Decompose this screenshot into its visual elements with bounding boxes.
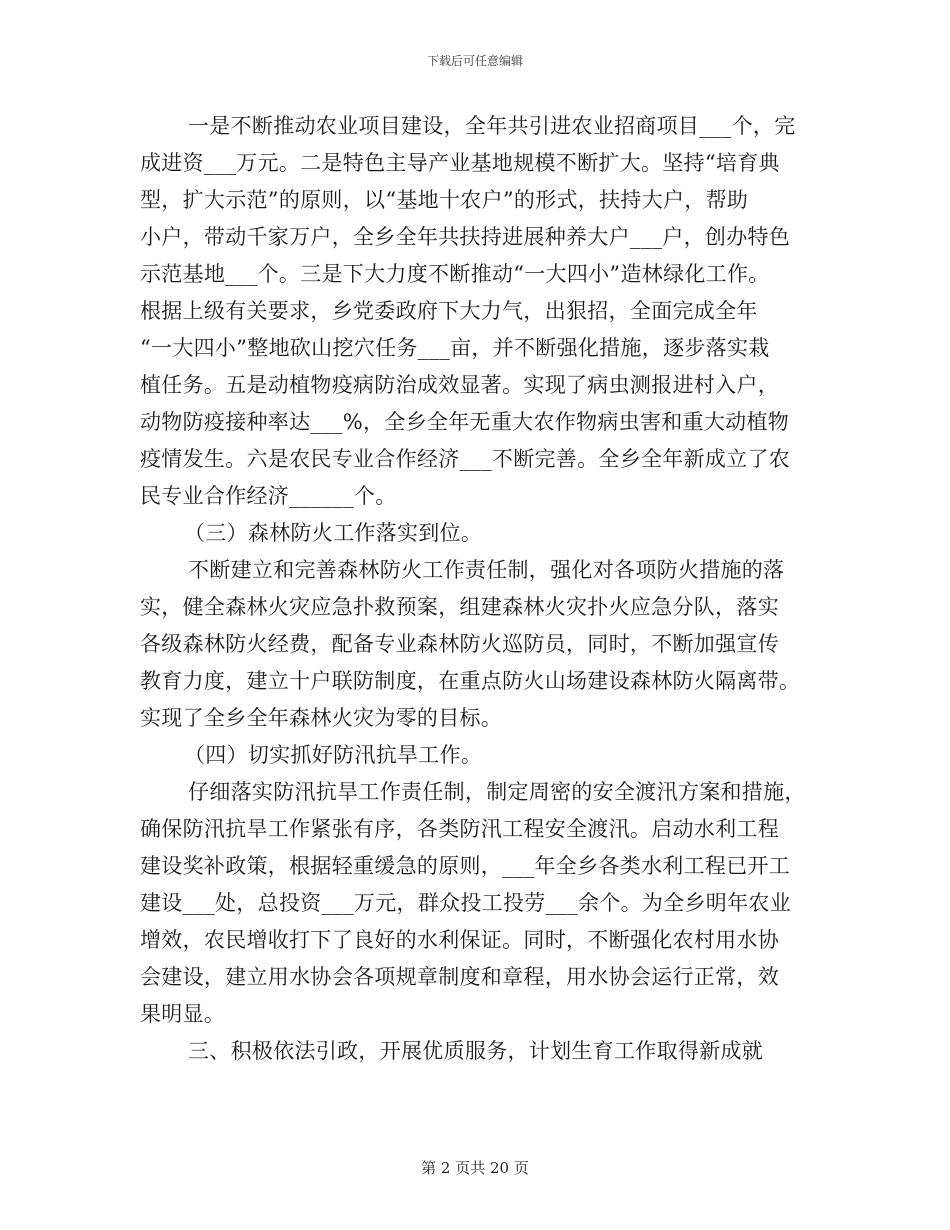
document-body xyxy=(140,108,812,1070)
paragraph-line: 疫情发生。六是农民专业合作经济___不断完善。全乡全年新成立了农 xyxy=(140,447,791,471)
page-number: 第 2 页共 20 页 xyxy=(421,1159,529,1177)
page-header: 下载后可任意编辑 xyxy=(426,54,523,68)
paragraph-line: “一大四小”整地砍山挖穴任务___亩，并不断强化措施，逐步落实栽 xyxy=(140,336,770,360)
paragraph-line: 实现了全乡全年森林火灾为零的目标。 xyxy=(140,706,503,730)
paragraph-line: 示范基地___个。三是下大力度不断推动“一大四小”造林绿化工作。 xyxy=(140,262,770,286)
paragraph-line: 动物防疫接种率达___%，全乡全年无重大农作物病虫害和重大动植物 xyxy=(140,410,790,434)
section-heading: （四）切实抓好防汛抗旱工作。 xyxy=(184,743,483,767)
paragraph-line: 教育力度，建立十户联防制度，在重点防火山场建设森林防火隔离带。 xyxy=(140,669,801,693)
paragraph-line: 会建设，建立用水协会各项规章制度和章程，用水协会运行正常，效 xyxy=(140,965,779,989)
section-heading: 三、积极依法引政，开展优质服务，计划生育工作取得新成就 xyxy=(188,1039,764,1063)
paragraph-line: 仔细落实防汛抗旱工作责任制，制定周密的安全渡汛方案和措施， xyxy=(188,780,806,804)
paragraph-line: 增效，农民增收打下了良好的水利保证。同时，不断强化农村用水协 xyxy=(140,928,779,952)
paragraph-line: 植任务。五是动植物疫病防治成效显著。实现了病虫测报进村入户， xyxy=(140,373,779,397)
paragraph-line: 不断建立和完善森林防火工作责任制，强化对各项防火措施的落 xyxy=(188,558,785,582)
paragraph-line: 建设___处，总投资___万元，群众投工投劳___余个。为全乡明年农业 xyxy=(140,891,791,915)
paragraph-line: 小户，带动千家万户，全乡全年共扶持进展种养大户___户，创办特色 xyxy=(140,225,791,249)
paragraph-line: 实，健全森林火灾应急扑救预案，组建森林火灾扑火应急分队，落实 xyxy=(140,595,779,619)
paragraph-line: 确保防汛抗旱工作紧张有序，各类防汛工程安全渡汛。启动水利工程 xyxy=(140,817,779,841)
paragraph-line: 各级森林防火经费，配备专业森林防火巡防员，同时，不断加强宣传 xyxy=(140,632,779,656)
paragraph-line: 民专业合作经济______个。 xyxy=(140,484,397,508)
section-heading: （三）森林防火工作落实到位。 xyxy=(184,521,483,545)
paragraph-line: 一是不断推动农业项目建设，全年共引进农业招商项目___个，完 xyxy=(188,114,796,138)
paragraph-line: 根据上级有关要求，乡党委政府下大力气，出狠招，全面完成全年 xyxy=(140,299,758,323)
paragraph-line: 成进资___万元。二是特色主导产业基地规模不断扩大。坚持“培育典 xyxy=(140,151,780,175)
paragraph-line: 果明显。 xyxy=(140,1002,226,1026)
paragraph-line: 建设奖补政策，根据轻重缓急的原则，___年全乡各类水利工程已开工 xyxy=(140,854,791,878)
paragraph-line: 型，扩大示范”的原则，以“基地十农户”的形式，扶持大户，帮助 xyxy=(140,188,749,212)
